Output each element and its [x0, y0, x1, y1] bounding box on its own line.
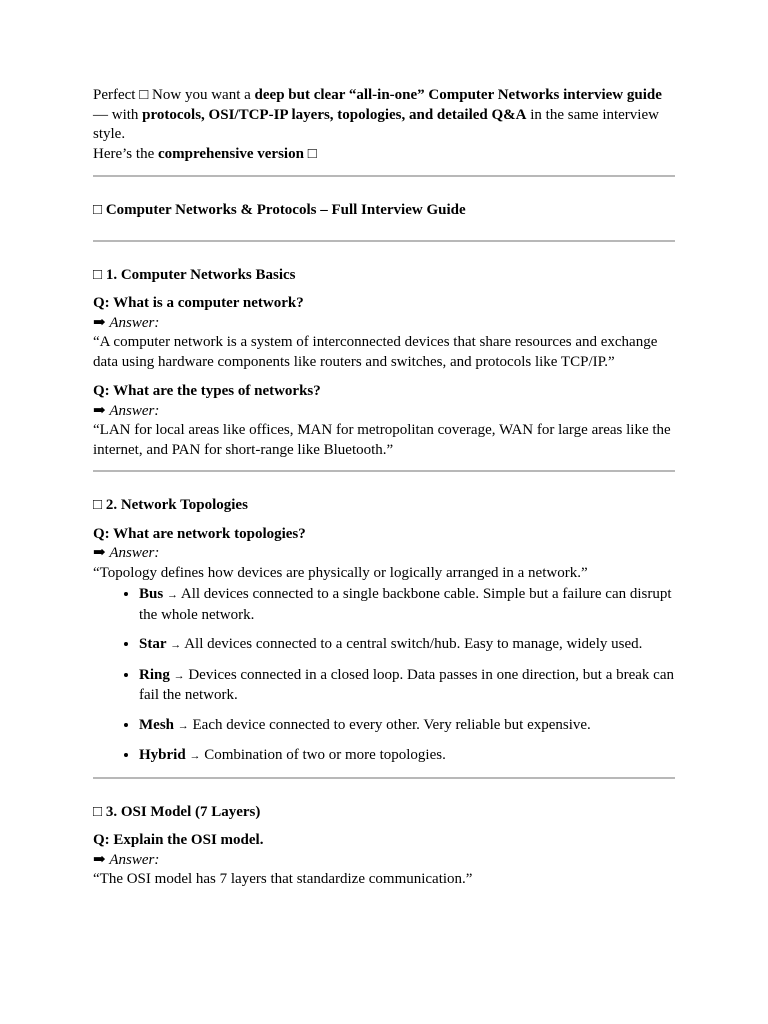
right-arrow-icon: ➡ — [93, 851, 106, 868]
question: Q: Explain the OSI model. — [93, 832, 264, 848]
emoji-placeholder-icon: □ — [93, 266, 103, 283]
section-networks-basics — [93, 266, 675, 461]
answer-label-text: Answer: — [109, 314, 160, 331]
bullet-text: All devices connected to a single backbone cable. Simple but a failure can disrupt the whole network. — [139, 586, 672, 623]
divider — [93, 470, 675, 472]
right-arrow-icon: → — [173, 669, 185, 682]
bullet-term: Bus — [139, 586, 164, 602]
emoji-placeholder-icon: □ — [307, 145, 317, 162]
document-page — [93, 0, 675, 890]
right-arrow-icon: → — [166, 589, 178, 601]
intro-text: Here’s the — [93, 145, 158, 162]
answer-label-text: Answer: — [109, 851, 160, 868]
qa-block — [93, 382, 675, 460]
answer-label-text: Answer: — [109, 402, 160, 419]
bullet-term: Ring — [139, 666, 170, 683]
answer-text: “A computer network is a system of interconnected devices that share resources and exchange data using hardware components like routers and switches, and protocols like TCP/IP.” — [93, 334, 658, 370]
emoji-placeholder-icon: □ — [93, 803, 103, 820]
page-title-text: Computer Networks & Protocols – Full Interview Guide — [105, 202, 466, 218]
bullet-text: All devices connected to a central switch/hub. Easy to manage, widely used. — [184, 636, 643, 652]
section-heading — [93, 803, 675, 823]
section-heading — [93, 496, 675, 516]
answer-text: “LAN for local areas like offices, MAN for metropolitan coverage, WAN for large areas like the internet, and PAN for short-range like Bluetooth.” — [93, 422, 671, 458]
answer-text: “Topology defines how devices are physically or logically arranged in a network.” — [93, 564, 588, 581]
right-arrow-icon: → — [170, 639, 182, 651]
section-network-topologies — [93, 496, 675, 767]
emoji-placeholder-icon: □ — [93, 202, 103, 218]
qa-block — [93, 294, 675, 372]
right-arrow-icon: ➡ — [93, 314, 106, 331]
list-item — [139, 635, 675, 656]
intro-text: Perfect — [93, 87, 140, 103]
intro-bold-text: protocols, OSI/TCP-IP layers, topologies, and detailed Q&A — [142, 106, 527, 123]
right-arrow-icon: ➡ — [93, 402, 106, 419]
intro-bold-text: deep but clear “all-in-one” Computer Networks interview guide — [254, 87, 662, 103]
bullet-term: Star — [139, 636, 167, 652]
intro-bold-text: comprehensive version — [157, 145, 304, 162]
question: Q: What is a computer network? — [93, 295, 304, 311]
question: Q: What are network topologies? — [93, 525, 306, 542]
divider — [93, 175, 675, 177]
intro-text: — with — [93, 106, 143, 123]
list-item — [139, 666, 675, 706]
right-arrow-icon: ➡ — [93, 545, 106, 561]
bullet-text: Combination of two or more topologies. — [204, 747, 446, 763]
section-heading-text: 3. OSI Model (7 Layers) — [105, 803, 261, 820]
bullet-text: Each device connected to every other. Very reliable but expensive. — [192, 716, 591, 733]
bullet-term: Mesh — [139, 716, 174, 733]
qa-block — [93, 831, 675, 890]
intro-text: Now you want a — [148, 87, 255, 103]
divider — [93, 240, 675, 242]
list-item — [139, 746, 675, 767]
list-item — [139, 716, 675, 737]
divider — [93, 777, 675, 779]
answer-label — [93, 851, 675, 871]
right-arrow-icon: → — [177, 719, 189, 732]
list-item — [139, 585, 675, 625]
emoji-placeholder-icon: □ — [139, 87, 149, 103]
answer-label — [93, 402, 675, 422]
answer-label — [93, 544, 675, 564]
right-arrow-icon: → — [189, 750, 201, 762]
answer-text: “The OSI model has 7 layers that standardize communication.” — [93, 871, 473, 887]
bullet-term: Hybrid — [139, 747, 186, 763]
section-heading-text: 2. Network Topologies — [105, 497, 248, 513]
page-title — [93, 201, 675, 221]
bullet-text: Devices connected in a closed loop. Data passes in one direction, but a break can fail the network. — [139, 666, 674, 703]
answer-label — [93, 314, 675, 334]
answer-label-text: Answer: — [109, 545, 160, 561]
qa-block — [93, 525, 675, 584]
emoji-placeholder-icon: □ — [93, 497, 103, 513]
intro-paragraph — [93, 86, 675, 164]
section-osi-model — [93, 803, 675, 890]
intro-text: in the same interview style. — [93, 106, 659, 142]
section-heading — [93, 266, 675, 286]
topology-list — [93, 585, 675, 767]
question: Q: What are the types of networks? — [93, 383, 321, 399]
section-heading-text: 1. Computer Networks Basics — [105, 266, 296, 283]
